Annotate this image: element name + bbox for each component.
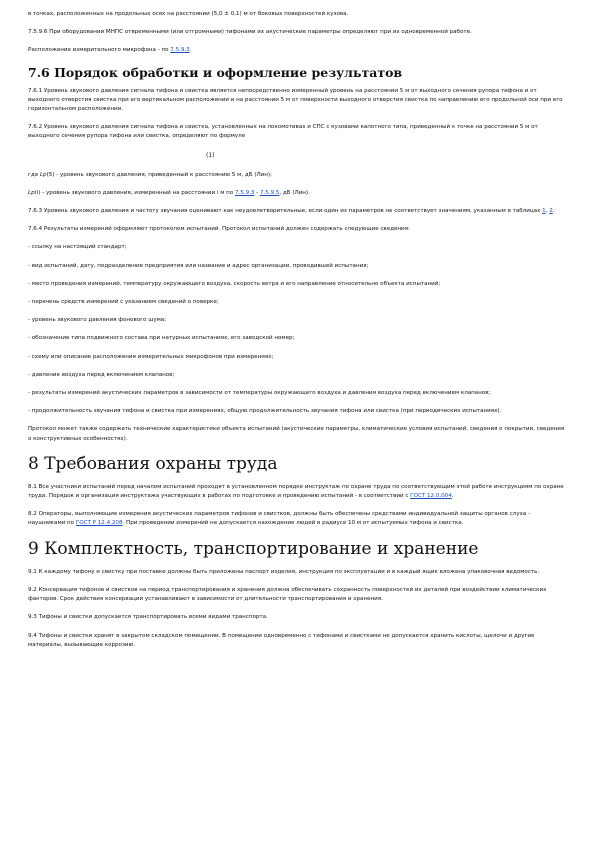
where-lp5-text: (5) - уровень звукового давления, приведенный к расстоянию 5 м, дБ (Лин);: [46, 171, 272, 178]
link-7-5-9-3[interactable]: 7.5.9.3: [170, 47, 190, 54]
paragraph-9-2: 9.2 Консервация тифонов и свистков на период транспортирования и хранения должна обеспечивать сохранность поверхностей их деталей при воздействии климатических факторов. Срок действия консервации устанавливают в зависимости от длительности транспортирования и хранения.: [28, 586, 547, 603]
paragraph-7-6-3: [28, 207, 568, 216]
paragraph-9-3: 9.3 Тифоны и свистки допускается транспортировать всеми видами транспорта.: [28, 614, 268, 621]
paragraph-7-6-4: 7.6.4 Результаты измерений оформляют протоколом испытаний. Протокол испытаний должен содержать следующие сведения:: [28, 226, 410, 233]
list-item: - давление воздуха перед включением клапанов;: [28, 371, 175, 378]
list-item: - вид испытаний, дату, подразделение предприятия или название и адрес организации, проводившей испытания;: [28, 262, 369, 269]
heading-9: 9 Комплектность, транспортирование и хранение: [28, 538, 479, 559]
formula-number: (1): [206, 151, 215, 159]
symbol-lp: Lp: [39, 171, 47, 178]
where-lpi-tail: , дБ (Лин).: [279, 189, 310, 196]
where-lpi-text: (i) - уровень звукового давления, измеренный на расстоянии i м по: [34, 189, 235, 196]
mic-location-text: Расположение измерительного микрофона - по: [28, 47, 171, 54]
link-gost-r-12-4-208[interactable]: ГОСТ Р 12.4.208: [75, 520, 123, 527]
list-item: - результаты измерений акустических параметров в зависимости от температуры окружающего воздуха и давления воздуха перед включением клапанов;: [28, 390, 491, 397]
link-table-1[interactable]: 1: [542, 208, 546, 215]
mic-location-suffix: .: [189, 47, 192, 54]
list-item: - схему или описание расположения измерительных микрофонов при измерениях;: [28, 353, 274, 360]
p763-tail: .: [552, 208, 555, 215]
p763-text: 7.6.3 Уровень звукового давления и частоту звучания оценивают как неудовлетворительные, если один из параметров не соответствует значениям, указанным в таблицах: [28, 208, 543, 215]
link-gost-12-0-004[interactable]: ГОСТ 12.0.004: [410, 493, 452, 500]
paragraph-where-lp5: где Lp(5) - уровень звукового давления, приведенный к расстоянию 5 м, дБ (Лин);: [28, 171, 272, 178]
p81-text: 8.1 Все участники испытаний перед началом испытаний проходят в установленном порядке инструктаж по охране труда по соответствующим этой работе инструкциям по охране труда. Порядок и организация инструктажа участвующих в работах по подготовке и проведению испытаний - в соответствии с: [28, 483, 564, 500]
paragraph-where-lpi: [28, 189, 568, 198]
list-item: - обозначение типа подвижного состава при натурных испытаниях, его заводской номер;: [28, 335, 295, 342]
heading-8: 8 Требования охраны труда: [28, 453, 278, 474]
paragraph-8-1: [28, 483, 568, 501]
heading-7-6: 7.6 Порядок обработки и оформление результатов: [28, 64, 403, 80]
paragraph-8-2: [28, 510, 568, 528]
formula-line: [28, 151, 568, 165]
list-item: - ссылку на настоящий стандарт;: [28, 244, 127, 251]
p82-tail: . При проведении измерений не допускается нахождение людей в радиусе 10 м от испытуемых тифона и свистка.: [122, 520, 464, 527]
link-table-2[interactable]: 2: [549, 208, 553, 215]
paragraph-7-6-2: 7.6.2 Уровень звукового давления сигнала тифона и свистка, установленных на локомотивах и СПС с кузовами капотного типа, приведенный к точке на расстоянии 5 м от выходного сечения рупора тифона или свистка, определяют по формуле: [28, 124, 538, 140]
p82-text: 8.2 Операторы, выполняющие измерения акустических параметров тифонов и свистков, должны быть обеспечены средствами индивидуальной защиты органов слуха - наушниками по: [28, 511, 531, 527]
paragraph-fragment: в точках, расположенных на продольных осях на расстоянии (5,0 ± 0,1) м от боковых поверхностей кузова.: [28, 11, 349, 17]
paragraph-9-4: 9.4 Тифоны и свистки хранят в закрытом складском помещении. В помещении одновременно с тифонами и свистками не допускается хранить кислоты, щелочи и другие материалы, вызывающие коррозию.: [28, 632, 535, 648]
link-7-5-9-3[interactable]: 7.5.9.3: [234, 189, 255, 196]
symbol-lp: Lp: [28, 189, 35, 196]
paragraph-7-6-1: 7.6.1 Уровень звукового давления сигнала тифона и свистка является непосредственно измеренный уровень на расстоянии 5 м от выходного сечения рупора тифона и от выходного отверстия свистка при его вертикальном расположении и на расстоянии 5 м от поверхности выходного отверстия свистка по направлению его продольной оси при его горизонтальном расположении.: [28, 87, 563, 113]
paragraph-protocol-note: Протокол может также содержать технические характеристики объекта испытаний (акустические параметры, климатические условия испытаний, сведения о покрытии, сведения о конструктивных особенностях).: [28, 426, 565, 442]
list-item: - перечень средств измерений с указанием сведений о поверке;: [28, 299, 219, 306]
list-item: - продолжительность звучания тифона и свистка при измерениях, общую продолжительность звучания тифона или свистка (при периодических испытаниях).: [28, 408, 502, 415]
paragraph-9-1: 9.1 К каждому тифону и свистку при поставке должны быть приложены паспорт изделия, инструкция по эксплуатации и в каждый ящик вложена упаковочная ведомость.: [28, 568, 540, 575]
p763-sep: ,: [545, 208, 550, 215]
where-lpi-sep: -: [254, 189, 260, 196]
list-item: - место проведения измерений, температуру окружающего воздуха, скорость ветра и его направление относительно объекта испытаний;: [28, 280, 441, 287]
paragraph-7-5-9-6: 7.5.9.6 При оборудовании МНПС отвременными (или отгромными) тифонами их акустические параметры определяют при их одновременной работе.: [28, 29, 472, 36]
paragraph-mic-location: [28, 46, 568, 55]
p81-tail: .: [451, 493, 454, 500]
link-7-5-9-5[interactable]: 7.5.9.5: [259, 189, 280, 196]
list-item: - уровень звукового давления фонового шума;: [28, 317, 167, 324]
document-page: [28, 10, 568, 659]
